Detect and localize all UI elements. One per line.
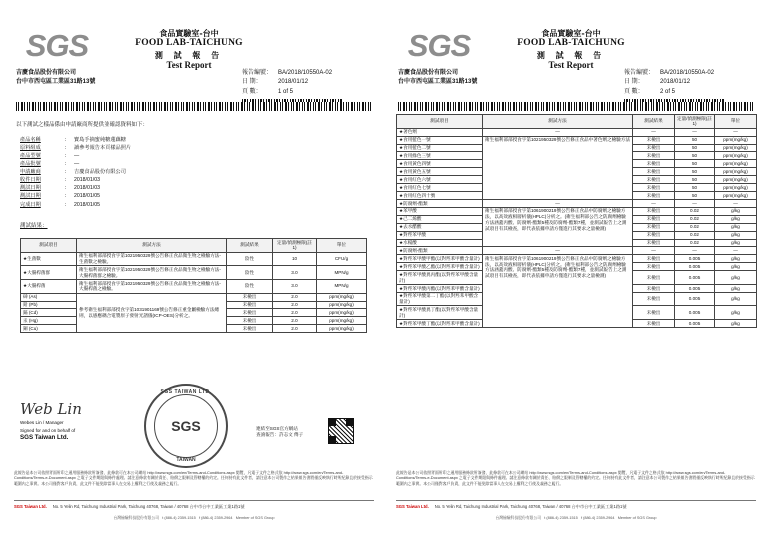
test-limit: 0.005 — [675, 255, 715, 263]
footer-contact — [396, 516, 756, 521]
sgs-logo: SGS — [407, 28, 471, 63]
signer-name: Webes Lin / Manager — [20, 420, 64, 425]
test-unit: g/kg — [715, 263, 757, 271]
barcode — [398, 102, 754, 111]
report-title-cn: 測 試 報 告 — [536, 49, 606, 60]
dash: — — [715, 128, 757, 136]
seal-top-text: SGS TAIWAN LTD. — [160, 389, 212, 395]
test-item: ★對羥苯甲酸異丙酯(以對羥苯甲酸含量計) — [397, 271, 483, 285]
test-limit: 0.005 — [675, 306, 715, 320]
footer-address: No. 5 Yelin Rd, Taichung Industrial Park, Taichung 40768, Taiwan / 40768 台中市台中工業區工業1路1號 — [52, 504, 245, 509]
test-unit: g/kg — [715, 255, 757, 263]
test-item: 砷 (As) — [21, 293, 77, 301]
report-page-1 — [6, 14, 382, 526]
test-unit: ppm(mg/kg) — [715, 184, 757, 192]
date-label: 日 期： — [242, 79, 262, 86]
date-label: 日 期： — [624, 79, 644, 86]
table-row — [21, 279, 367, 293]
test-item: ★食用藍色一號 — [397, 136, 483, 144]
test-method: 衛生福利部部授食字第1061900219號公告修正食品中防腐劑之檢驗方法，以高效液相層析儀(HPLC)分析之。(衛生福利部公告之防腐劑檢驗方法涵蓋丙酸、防腐劑-酯類5種及防腐劑-酯類7種，並測試報告上之測試項目有其檢查，即代表依據申請方僅進行其要求之量檢測) — [483, 255, 633, 328]
test-result: 未檢出 — [227, 293, 273, 301]
table-row — [21, 266, 367, 280]
report-date: 2018/01/12 — [660, 79, 691, 86]
dash: — — [483, 128, 633, 136]
test-item: ★大腸桿菌 — [21, 279, 77, 293]
test-unit: g/kg — [715, 292, 757, 306]
col-header: 定量/偵測極限(註1) — [675, 115, 715, 129]
test-result: 未檢出 — [633, 271, 675, 285]
sample-label: 原料組成 — [20, 145, 41, 152]
test-unit: ppm(mg/kg) — [317, 301, 367, 309]
test-item: ★對羥苯甲酸 — [397, 231, 483, 239]
col-header: 測試結果 — [227, 239, 273, 253]
test-unit: ppm(mg/kg) — [715, 168, 757, 176]
test-result: 未檢出 — [633, 292, 675, 306]
test-item: ★對羥苯甲酸異丁酯(以對羥苯甲酸含量計) — [397, 306, 483, 320]
client-info — [398, 69, 477, 87]
client-info — [16, 69, 95, 87]
report-title-cn: 測 試 報 告 — [154, 49, 224, 60]
lab-name-en: FOOD LAB-TAICHUNG — [135, 38, 243, 48]
test-limit: 0.005 — [675, 292, 715, 306]
table-row — [397, 207, 757, 215]
test-item: 銅 (Cu) — [21, 325, 77, 333]
test-unit: g/kg — [715, 231, 757, 239]
signature: Web Lin — [20, 400, 82, 418]
test-unit: g/kg — [715, 271, 757, 285]
verify-line: 連結至SGS官方網站 — [256, 426, 298, 431]
table-header-row — [397, 115, 757, 129]
test-method: 衛生福利部部授食字第1021950329號公告修正食品微生物之檢驗方法-生菌數之檢驗。 — [77, 252, 227, 266]
sample-label: 測試日期 — [20, 193, 41, 200]
test-limit: 0.02 — [675, 231, 715, 239]
test-item: ★對羥苯甲酸丙酯(以對羥苯甲酸含量計) — [397, 284, 483, 292]
test-unit: g/kg — [715, 215, 757, 223]
report-header — [124, 28, 254, 71]
intro-text: 以下測試之樣品係由申請廠商所提供並確認資料如下： — [16, 122, 149, 128]
test-limit: 2.0 — [273, 317, 317, 325]
test-limit: 50 — [675, 152, 715, 160]
test-unit: MPN/g — [317, 279, 367, 293]
test-unit: ppm(mg/kg) — [715, 136, 757, 144]
col-header: 測試結果 — [633, 115, 675, 129]
report-title-en: Test Report — [548, 59, 594, 70]
test-unit: g/kg — [715, 320, 757, 328]
test-limit: 50 — [675, 184, 715, 192]
dash: — — [675, 199, 715, 207]
test-item: ★食用黃色四號 — [397, 160, 483, 168]
group-row — [397, 199, 757, 207]
test-limit: 0.02 — [675, 207, 715, 215]
page-label: 頁 數： — [624, 88, 644, 95]
group-title: ★著色劑 — [397, 128, 483, 136]
dash: — — [675, 128, 715, 136]
test-item: ★苯甲酸 — [397, 207, 483, 215]
footer-member: Member of SGS Group — [235, 516, 275, 520]
test-method: 衛生福利部部授食字第1021950329號公告修正食品微生物之檢驗方法-大腸桿菌之檢驗。 — [77, 279, 227, 293]
footer-company-cn: 台灣檢驗科技股份有限公司 — [495, 516, 542, 520]
test-item: 鉛 (Pb) — [21, 301, 77, 309]
signed-on-behalf: Signed for and on behalf of — [20, 427, 76, 433]
test-unit: g/kg — [715, 207, 757, 215]
report-page-2 — [388, 14, 764, 526]
report-title-en: Test Report — [166, 59, 212, 70]
dash: — — [675, 247, 715, 255]
test-item: ★食用綠色三號 — [397, 152, 483, 160]
page-label: 頁 數： — [242, 88, 262, 95]
col-header: 測試方法 — [483, 115, 633, 129]
test-unit: ppm(mg/kg) — [715, 152, 757, 160]
test-result: 未檢出 — [633, 160, 675, 168]
test-limit: 2.0 — [273, 301, 317, 309]
test-result: 陰性 — [227, 279, 273, 293]
test-item: ★食用紅色七號 — [397, 184, 483, 192]
dash: — — [633, 128, 675, 136]
table-row — [397, 136, 757, 144]
test-limit: 3.0 — [273, 279, 317, 293]
test-unit: ppm(mg/kg) — [715, 192, 757, 200]
verify-line: 查詢報告：許志文 傅子 — [256, 432, 304, 438]
test-item: ★對羥苯甲酸丁酯(以對羥苯甲酸含量計) — [397, 320, 483, 328]
test-result: 未檢出 — [633, 306, 675, 320]
sample-value: 讀參考報告本頁樣品照片 — [74, 145, 132, 152]
test-item: ★食用紅色六號 — [397, 176, 483, 184]
sample-label: 測試日期 — [20, 185, 41, 192]
test-result: 未檢出 — [633, 320, 675, 328]
client-address: 台中市西屯區工業區31路13號 — [398, 79, 478, 85]
test-item: ★對羥苯甲酸甲酯(以對羥苯甲酸含量計) — [397, 255, 483, 263]
table-header-row — [21, 239, 367, 253]
sample-label: 完成日期 — [20, 201, 41, 208]
table-row — [397, 255, 757, 263]
footer-member: Member of SGS Group — [617, 516, 657, 520]
test-result: 未檢出 — [227, 309, 273, 317]
footer-tel: t (886-4) 2359-1515 — [162, 516, 196, 520]
test-limit: 50 — [675, 136, 715, 144]
test-unit: ppm(mg/kg) — [317, 325, 367, 333]
lab-name-en: FOOD LAB-TAICHUNG — [517, 38, 625, 48]
test-unit: ppm(mg/kg) — [317, 317, 367, 325]
test-result: 未檢出 — [633, 152, 675, 160]
lab-name-cn: 食品實驗室-台中 — [159, 28, 219, 38]
report-meta — [242, 69, 342, 105]
test-result: 未檢出 — [227, 301, 273, 309]
page-number: 1 of 5 — [278, 88, 294, 95]
dash: — — [715, 199, 757, 207]
test-limit: 0.005 — [675, 320, 715, 328]
report-date: 2018/01/12 — [278, 79, 309, 86]
test-limit: 0.02 — [675, 215, 715, 223]
test-result: 未檢出 — [633, 263, 675, 271]
test-item: ★食用紅色四十號 — [397, 192, 483, 200]
test-method: 衛生福利部部授食字第1061900219號公告修正食品中防腐劑之檢驗方法，以高效液相層析儀(HPLC)分析之。(衛生福利部公告之防腐劑檢驗方法涵蓋丙酸、防腐劑-酯類5種及防腐劑-酯類7種，並測試報告上之測試項目有其檢查，即代表依據申請方僅進行其要求之量檢測) — [483, 207, 633, 247]
test-method: 衛生福利部部授食字第1021950329號公告修正食品微生物之檢驗方法-大腸桿菌群之檢驗。 — [77, 266, 227, 280]
footer-fax: f (886-4) 2359-2964 — [580, 516, 615, 520]
test-result: 未檢出 — [633, 176, 675, 184]
results-table — [20, 238, 367, 333]
test-result: 未檢出 — [633, 144, 675, 152]
test-result: 未檢出 — [633, 223, 675, 231]
test-result: 陰性 — [227, 266, 273, 280]
report-header — [506, 28, 636, 71]
test-unit: ppm(mg/kg) — [317, 309, 367, 317]
test-item: ★己二烯酸 — [397, 215, 483, 223]
sample-value: — — [74, 153, 80, 160]
report-no-label: 報告編號： — [242, 70, 273, 76]
sample-label: 產品型號 — [20, 153, 41, 160]
sample-info: 產品名稱 ： 寶島手摘蜜純糖蓮藕糖 原料組成 ： 讀參考報告本頁樣品照片 產品型號 ： — 產品批號 ： — 申請廠商 ： 吉慶食品股份有限公司 收件日期 ： 2018/01/03 測試日期 ： 2018/01/03 測試日期 ： 2018/01/05 完成日期 ： 2018/01/05 — [20, 137, 132, 208]
report-meta — [624, 69, 724, 105]
sgs-logo: SGS — [25, 28, 89, 63]
test-limit: 0.005 — [675, 263, 715, 271]
test-limit: 50 — [675, 192, 715, 200]
test-limit: 0.005 — [675, 271, 715, 285]
signature-block — [20, 400, 82, 441]
disclaimer: 此報告是本公司依照背面所印之通用服務條款所簽發，此條款可在本公司網站 http://www.sgs.com/en/Terms-and-Conditions.aspx 閱覽，凡電子文件之格式依 http://www.sgs.com/en/Terms-and-Conditions/Terms-e-Document.aspx 之電子文件期限與條件處理。請注意條款有關於責任、賠償之限制及管轄權的約定。任何持有此文件者，請注意本公司製作之結果報告書將僅反映執行時所紀錄且於接受指示範圍內之事實。本公司僅對客戶負責，此文件不能免除當事人在交易上權利之行使及義務之履行。 — [396, 470, 755, 486]
test-item: 鎘 (Cd) — [21, 309, 77, 317]
test-item: ★食用藍色二號 — [397, 144, 483, 152]
results-title: 測試結果： — [20, 223, 48, 229]
test-result: 未檢出 — [633, 207, 675, 215]
test-limit: 3.0 — [273, 266, 317, 280]
dash: — — [483, 247, 633, 255]
test-item: 汞 (Hg) — [21, 317, 77, 325]
group-row — [397, 128, 757, 136]
test-item: ★水楊酸 — [397, 239, 483, 247]
col-header: 定量/偵測極限(註1) — [273, 239, 317, 253]
test-result: 未檢出 — [633, 136, 675, 144]
seal-bottom-text: TAIWAN — [176, 457, 196, 463]
test-unit: MPN/g — [317, 266, 367, 280]
test-item: ★生菌數 — [21, 252, 77, 266]
footer-company: SGS Taiwan Ltd. — [14, 504, 47, 509]
footer-tel: t (886-4) 2359-1515 — [544, 516, 578, 520]
test-item: ★去水醋酸 — [397, 223, 483, 231]
test-result: 未檢出 — [633, 192, 675, 200]
sample-value: 吉慶食品股份有限公司 — [74, 169, 126, 176]
dash: — — [633, 247, 675, 255]
client-name: 吉慶食品股份有限公司 — [16, 70, 77, 76]
dash: — — [633, 199, 675, 207]
test-unit: g/kg — [715, 223, 757, 231]
test-limit: 50 — [675, 168, 715, 176]
signer-company: SGS Taiwan Ltd. — [20, 433, 69, 441]
results-table — [396, 114, 757, 328]
test-item: ★大腸桿菌群 — [21, 266, 77, 280]
barcode — [16, 102, 372, 111]
col-header: 測試項目 — [397, 115, 483, 129]
table-row — [21, 252, 367, 266]
test-item: ★食用黃色五號 — [397, 168, 483, 176]
page-number: 2 of 5 — [660, 88, 676, 95]
footer — [14, 500, 374, 510]
test-limit: 50 — [675, 144, 715, 152]
test-item: ★對羥苯甲酸乙酯(以對羥苯甲酸含量計) — [397, 263, 483, 271]
report-no-label: 報告編號： — [624, 70, 655, 76]
footer — [396, 500, 756, 510]
test-unit: g/kg — [715, 284, 757, 292]
test-result: 未檢出 — [633, 239, 675, 247]
sample-value: 寶島手摘蜜純糖蓮藕糖 — [74, 137, 126, 143]
disclaimer: 此報告是本公司依照背面所印之通用服務條款所簽發，此條款可在本公司網站 http://www.sgs.com/en/Terms-and-Conditions.aspx 閱覽，凡電子文件之格式依 http://www.sgs.com/en/Terms-and-Conditions/Terms-e-Document.aspx 之電子文件期限與條件處理。請注意條款有關於責任、賠償之限制及管轄權的約定。任何持有此文件者，請注意本公司製作之結果報告書將僅反映執行時所紀錄且於接受指示範圍內之事實。本公司僅對客戶負責，此文件不能免除當事人在交易上權利之行使及義務之履行。 — [14, 470, 373, 486]
group-row — [397, 247, 757, 255]
test-method: 衛生福利部部授食字第1021950329號公告修正食品中著色劑之檢驗方法 — [483, 136, 633, 199]
test-unit: ppm(mg/kg) — [715, 160, 757, 168]
test-result: 未檢出 — [633, 184, 675, 192]
client-name: 吉慶食品股份有限公司 — [398, 70, 459, 76]
group-title: ★防腐劑-酯類 — [397, 247, 483, 255]
sample-label: 產品批號 — [20, 161, 41, 168]
sample-value: 2018/01/05 — [74, 201, 100, 208]
test-method: 參考衛生福利部部授食字第1031901169號公告修正重金屬檢驗方法總則，以感應耦合電漿原子發射光譜儀(ICP-OES)分析之。 — [77, 293, 227, 333]
sample-label: 收件日期 — [20, 177, 41, 184]
footer-contact — [14, 516, 374, 521]
footer-company: SGS Taiwan Ltd. — [396, 504, 429, 509]
verify-text — [256, 426, 303, 439]
test-unit: ppm(mg/kg) — [715, 176, 757, 184]
test-result: 未檢出 — [227, 325, 273, 333]
test-result: 未檢出 — [633, 255, 675, 263]
sample-value: 2018/01/03 — [74, 177, 100, 184]
test-limit: 2.0 — [273, 293, 317, 301]
test-unit: ppm(mg/kg) — [317, 293, 367, 301]
test-item: ★對羥苯甲酸第二丁酯(以對羥苯甲酸含量計) — [397, 292, 483, 306]
company-seal — [144, 384, 228, 468]
test-result: 未檢出 — [227, 317, 273, 325]
test-limit: 50 — [675, 176, 715, 184]
sample-label: 產品名稱 — [20, 137, 41, 143]
seal-center: SGS — [154, 394, 218, 458]
test-limit: 10 — [273, 252, 317, 266]
footer-company-cn: 台灣檢驗科技股份有限公司 — [113, 516, 160, 520]
client-address: 台中市西屯區工業區31路13號 — [16, 79, 96, 85]
group-title: ★防腐劑-酯類 — [397, 199, 483, 207]
sample-value: 2018/01/03 — [74, 185, 100, 192]
test-limit: 2.0 — [273, 325, 317, 333]
table-row — [21, 293, 367, 301]
test-result: 未檢出 — [633, 168, 675, 176]
sample-value: 2018/01/05 — [74, 193, 100, 200]
report-no: BA/2018/10550A-02 — [278, 70, 333, 76]
sample-label: 申請廠商 — [20, 169, 41, 176]
test-unit: g/kg — [715, 239, 757, 247]
test-unit: ppm(mg/kg) — [715, 144, 757, 152]
dash: — — [715, 247, 757, 255]
test-limit: 0.02 — [675, 239, 715, 247]
col-header: 單位 — [715, 115, 757, 129]
col-header: 單位 — [317, 239, 367, 253]
qr-code[interactable] — [328, 418, 354, 444]
col-header: 測試方法 — [77, 239, 227, 253]
footer-fax: f (886-4) 2359-2964 — [198, 516, 233, 520]
test-limit: 0.02 — [675, 223, 715, 231]
test-unit: CFU/g — [317, 252, 367, 266]
test-limit: 2.0 — [273, 309, 317, 317]
report-no: BA/2018/10550A-02 — [660, 70, 715, 76]
test-limit: 0.005 — [675, 284, 715, 292]
lab-name-cn: 食品實驗室-台中 — [541, 28, 601, 38]
test-result: 未檢出 — [633, 215, 675, 223]
test-unit: g/kg — [715, 306, 757, 320]
dash: — — [483, 199, 633, 207]
test-limit: 50 — [675, 160, 715, 168]
sample-value: — — [74, 161, 80, 168]
test-result: 未檢出 — [633, 284, 675, 292]
test-result: 陰性 — [227, 252, 273, 266]
test-result: 未檢出 — [633, 231, 675, 239]
footer-address: No. 5 Yelin Rd, Taichung Industrial Park, Taichung 40768, Taiwan / 40768 台中市台中工業區工業1路1號 — [434, 504, 627, 509]
col-header: 測試項目 — [21, 239, 77, 253]
